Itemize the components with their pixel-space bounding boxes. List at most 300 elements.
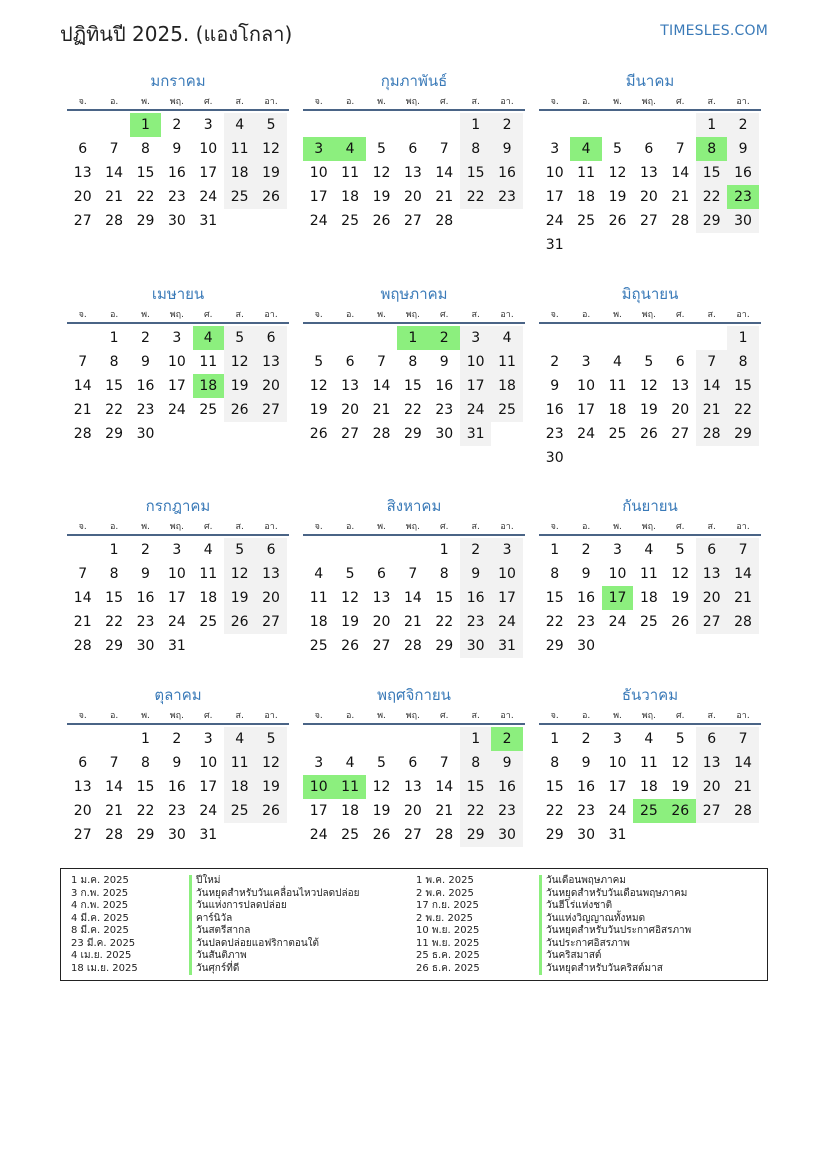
day-cell: 18 [491, 374, 522, 398]
weekday-label: ศ. [203, 521, 213, 532]
day-cell: 22 [136, 189, 155, 205]
day-cell: 14 [105, 779, 123, 795]
day-cell: 24 [545, 213, 564, 229]
week-row [67, 209, 289, 233]
day-cell: 15 [435, 590, 454, 606]
week-row [303, 823, 525, 847]
day-cell: 31 [167, 638, 186, 654]
day-cell: 25 [341, 213, 359, 229]
day-cell: 12 [372, 165, 391, 181]
day-cell: 22 [105, 614, 123, 630]
holiday-dates-left [71, 875, 138, 975]
day-cell: 25 [199, 402, 218, 418]
day-cell: 5 [224, 326, 255, 350]
empty-day-cell [696, 326, 727, 350]
day-cell: 28 [435, 827, 454, 843]
empty-day-cell [696, 446, 727, 470]
month-name: กุมภาพันธ์ [380, 72, 448, 90]
day-cell: 11 [199, 566, 218, 582]
day-cell: 20 [696, 586, 727, 610]
day-cell: 13 [341, 378, 359, 394]
empty-day-cell [67, 538, 98, 562]
day-cell: 12 [671, 566, 690, 582]
weekday-label: จ. [78, 309, 87, 320]
weekday-label: ศ. [439, 309, 449, 320]
weekday-label: จ. [314, 521, 323, 532]
weekday-label: ศ. [675, 710, 685, 721]
weekday-label: ส. [471, 521, 480, 532]
day-cell: 28 [73, 426, 92, 442]
day-cell: 13 [639, 165, 658, 181]
day-cell: 26 [309, 426, 328, 442]
day-cell: 1 [141, 731, 150, 747]
empty-day-cell [696, 634, 727, 658]
day-cell: 21 [73, 614, 92, 630]
empty-day-cell [224, 209, 255, 233]
day-cell: 5 [377, 755, 386, 771]
day-cell: 28 [403, 638, 422, 654]
weekday-label: พฤ. [169, 710, 184, 721]
day-cell: 15 [460, 161, 491, 185]
day-cell: 26 [255, 185, 286, 209]
day-cell: 14 [727, 562, 758, 586]
day-cell: 17 [167, 378, 186, 394]
day-cell: 15 [727, 374, 758, 398]
weekday-label: พ. [141, 96, 150, 107]
holiday-date: 3 ก.พ. 2025 [71, 887, 129, 899]
holiday-day-cell: 8 [696, 137, 727, 161]
day-cell: 26 [341, 638, 359, 654]
day-cell: 6 [696, 727, 727, 751]
day-cell: 17 [309, 803, 328, 819]
day-cell: 9 [141, 566, 150, 582]
day-cell: 9 [727, 137, 758, 161]
day-cell: 6 [696, 538, 727, 562]
holiday-date: 10 พ.ย. 2025 [416, 925, 480, 936]
week-row [67, 634, 289, 658]
day-cell: 18 [341, 803, 359, 819]
day-cell: 26 [255, 799, 286, 823]
day-cell: 27 [372, 638, 391, 654]
day-cell: 21 [727, 586, 758, 610]
day-cell: 19 [639, 402, 658, 418]
day-cell: 13 [696, 751, 727, 775]
weekday-label: ส. [235, 309, 244, 320]
day-cell: 14 [73, 378, 92, 394]
day-cell: 28 [671, 213, 690, 229]
weekday-label: พ. [377, 309, 386, 320]
day-cell: 13 [73, 165, 92, 181]
weekday-label: พฤ. [169, 96, 184, 107]
month-calendar [303, 495, 525, 658]
day-cell: 20 [639, 189, 658, 205]
day-cell: 14 [372, 378, 391, 394]
day-cell: 11 [341, 165, 359, 181]
weekday-label: อา. [264, 521, 278, 532]
day-cell: 23 [167, 189, 186, 205]
holiday-day-cell: 25 [633, 799, 664, 823]
week-row [67, 350, 289, 374]
day-cell: 11 [309, 590, 328, 606]
day-cell: 9 [491, 751, 522, 775]
weekday-label: ส. [471, 309, 480, 320]
week-row [67, 610, 289, 634]
day-cell: 17 [460, 374, 491, 398]
day-cell: 29 [545, 827, 564, 843]
day-cell: 19 [341, 614, 359, 630]
empty-day-cell [665, 446, 696, 470]
day-cell: 4 [224, 113, 255, 137]
week-row [303, 161, 525, 185]
weekday-label: อ. [581, 96, 591, 107]
day-cell: 25 [639, 614, 658, 630]
weekday-label: อา. [264, 96, 278, 107]
day-cell: 24 [167, 402, 186, 418]
day-cell: 19 [671, 779, 690, 795]
weekday-label: ส. [471, 96, 480, 107]
day-cell: 2 [491, 113, 522, 137]
holiday-dates-right [416, 875, 480, 975]
holiday-date: 4 มี.ค. 2025 [71, 912, 129, 924]
day-cell: 15 [136, 165, 155, 181]
day-cell: 12 [255, 137, 286, 161]
day-cell: 20 [73, 803, 92, 819]
day-cell: 10 [199, 141, 218, 157]
day-cell: 3 [314, 755, 324, 771]
month-name: ตุลาคม [154, 686, 202, 704]
month-calendar [303, 684, 525, 847]
week-row [67, 775, 289, 799]
holiday-name: วันหยุดสําหรับวันประกาศอิสรภาพ [539, 925, 691, 938]
empty-day-cell [193, 422, 224, 446]
day-cell: 26 [372, 827, 391, 843]
day-cell: 3 [581, 354, 591, 370]
holiday-day-cell: 3 [303, 137, 334, 161]
day-cell: 12 [608, 165, 627, 181]
weekday-label: อา. [500, 309, 514, 320]
day-cell: 3 [172, 542, 182, 558]
week-row [67, 185, 289, 209]
weekday-label: ศ. [675, 521, 685, 532]
week-row [303, 209, 525, 233]
day-cell: 5 [377, 141, 386, 157]
empty-day-cell [665, 634, 696, 658]
weekday-label: ศ. [203, 96, 213, 107]
week-row [67, 727, 289, 751]
weekday-label: พ. [141, 309, 150, 320]
week-row [539, 233, 761, 257]
week-row [67, 823, 289, 847]
day-cell: 17 [199, 779, 218, 795]
empty-day-cell [570, 326, 601, 350]
weekday-label: จ. [78, 521, 87, 532]
day-cell: 2 [727, 113, 758, 137]
weekday-label: ศ. [675, 96, 685, 107]
weekday-label: พ. [613, 96, 622, 107]
day-cell: 24 [608, 803, 627, 819]
day-cell: 9 [581, 755, 591, 771]
week-row [539, 374, 761, 398]
weekday-label: พ. [377, 710, 386, 721]
day-cell: 5 [345, 566, 355, 582]
empty-day-cell [633, 446, 664, 470]
weekday-label: อา. [264, 710, 278, 721]
day-cell: 19 [671, 590, 690, 606]
day-cell: 12 [341, 590, 359, 606]
day-cell: 25 [309, 638, 328, 654]
empty-day-cell [67, 326, 98, 350]
empty-day-cell [665, 823, 696, 847]
empty-day-cell [224, 634, 255, 658]
month-calendar [67, 684, 289, 847]
holiday-date: 11 พ.ย. 2025 [416, 937, 480, 949]
day-cell: 4 [345, 755, 355, 771]
month-name: กันยายน [622, 497, 678, 515]
holiday-date: 26 ธ.ค. 2025 [416, 962, 480, 974]
day-cell: 3 [203, 117, 213, 133]
day-cell: 29 [105, 426, 123, 442]
empty-day-cell [491, 209, 522, 233]
month-name: สิงหาคม [386, 497, 442, 515]
day-cell: 21 [105, 189, 123, 205]
day-cell: 31 [199, 213, 218, 229]
day-cell: 3 [460, 326, 491, 350]
empty-day-cell [665, 113, 696, 137]
week-row [539, 350, 761, 374]
day-cell: 8 [141, 755, 150, 771]
empty-day-cell [366, 538, 397, 562]
holiday-name: วันหยุดสําหรับวันเดือนพฤษภาคม [539, 888, 691, 901]
weekday-header [303, 305, 525, 324]
empty-day-cell [602, 233, 633, 257]
day-cell: 16 [491, 775, 522, 799]
weekday-label: พฤ. [169, 309, 184, 320]
empty-day-cell [727, 823, 758, 847]
weekday-label: ส. [707, 710, 716, 721]
month-calendar [67, 495, 289, 658]
empty-day-cell [366, 727, 397, 751]
day-cell: 28 [105, 213, 123, 229]
empty-day-cell [696, 823, 727, 847]
day-cell: 22 [435, 614, 454, 630]
week-row [539, 775, 761, 799]
day-cell: 11 [199, 354, 218, 370]
day-cell: 25 [491, 398, 522, 422]
day-cell: 12 [671, 755, 690, 771]
day-cell: 23 [136, 614, 155, 630]
day-cell: 18 [309, 614, 328, 630]
day-cell: 30 [577, 638, 595, 654]
day-cell: 17 [309, 189, 328, 205]
day-cell: 22 [136, 803, 155, 819]
weekday-label: จ. [314, 710, 323, 721]
holiday-name: วันสันติภาพ [189, 950, 360, 963]
day-cell: 1 [109, 330, 119, 346]
week-row [303, 727, 525, 751]
month-calendar [67, 283, 289, 446]
day-cell: 2 [550, 354, 560, 370]
day-cell: 6 [377, 566, 386, 582]
day-cell: 27 [403, 213, 422, 229]
holiday-name: วันเดือนพฤษภาคม [539, 875, 691, 888]
holiday-date: 17 ก.ย. 2025 [416, 900, 479, 911]
month-calendar [539, 495, 761, 658]
day-cell: 29 [136, 827, 155, 843]
day-cell: 6 [644, 141, 654, 157]
day-cell: 10 [199, 755, 218, 771]
day-cell: 30 [136, 426, 155, 442]
day-cell: 25 [224, 185, 255, 209]
day-cell: 26 [224, 610, 255, 634]
empty-day-cell [397, 113, 428, 137]
day-cell: 11 [608, 378, 627, 394]
week-row [303, 185, 525, 209]
day-cell: 21 [372, 402, 391, 418]
holiday-day-cell: 1 [397, 326, 428, 350]
site-brand-link[interactable]: TIMESLES.COM [660, 23, 768, 39]
weekday-label: อ. [345, 710, 355, 721]
week-row [303, 398, 525, 422]
day-cell: 11 [639, 755, 658, 771]
weekday-label: อ. [345, 309, 355, 320]
day-cell: 18 [639, 779, 658, 795]
week-row [67, 398, 289, 422]
day-cell: 30 [545, 450, 564, 466]
day-cell: 14 [435, 779, 454, 795]
week-row [67, 562, 289, 586]
day-cell: 23 [460, 610, 491, 634]
day-cell: 31 [491, 634, 522, 658]
day-cell: 24 [460, 398, 491, 422]
empty-day-cell [696, 233, 727, 257]
day-cell: 13 [73, 779, 92, 795]
empty-day-cell [539, 326, 570, 350]
weekday-header [539, 92, 761, 111]
day-cell: 27 [73, 213, 92, 229]
day-cell: 8 [727, 350, 758, 374]
weekday-label: อ. [581, 309, 591, 320]
day-cell: 10 [608, 755, 627, 771]
week-row [303, 775, 525, 799]
day-cell: 24 [199, 803, 218, 819]
week-row [67, 751, 289, 775]
weekday-header [67, 517, 289, 536]
holiday-day-cell: 4 [334, 137, 365, 161]
weekday-label: ส. [707, 521, 716, 532]
empty-day-cell [334, 113, 365, 137]
week-row [539, 586, 761, 610]
day-cell: 19 [224, 374, 255, 398]
day-cell: 5 [314, 354, 324, 370]
holiday-date: 4 เม.ย. 2025 [71, 950, 132, 961]
day-cell: 5 [675, 731, 685, 747]
week-row [303, 137, 525, 161]
week-row [303, 538, 525, 562]
day-cell: 14 [403, 590, 422, 606]
day-cell: 10 [309, 165, 328, 181]
weekday-label: จ. [550, 96, 559, 107]
week-row [67, 161, 289, 185]
day-cell: 26 [671, 614, 690, 630]
day-cell: 10 [167, 566, 186, 582]
day-cell: 27 [73, 827, 92, 843]
day-cell: 8 [550, 755, 560, 771]
day-cell: 13 [671, 378, 690, 394]
empty-day-cell [727, 634, 758, 658]
weekday-label: ส. [235, 710, 244, 721]
weekday-label: ศ. [203, 309, 213, 320]
day-cell: 31 [545, 237, 564, 253]
week-row [539, 634, 761, 658]
day-cell: 13 [403, 779, 422, 795]
empty-day-cell [334, 326, 365, 350]
empty-day-cell [255, 422, 286, 446]
day-cell: 18 [199, 590, 218, 606]
weekday-header [539, 706, 761, 725]
day-cell: 21 [403, 614, 422, 630]
day-cell: 2 [141, 330, 150, 346]
weekday-label: จ. [78, 96, 87, 107]
day-cell: 18 [224, 161, 255, 185]
empty-day-cell [303, 538, 334, 562]
empty-day-cell [255, 823, 286, 847]
day-cell: 17 [491, 586, 522, 610]
day-cell: 3 [550, 141, 560, 157]
holiday-date: 1 ม.ค. 2025 [71, 875, 129, 886]
weekday-label: อ. [345, 521, 355, 532]
day-cell: 13 [403, 165, 422, 181]
day-cell: 26 [224, 398, 255, 422]
weekday-label: ส. [707, 96, 716, 107]
weekday-label: อา. [736, 710, 750, 721]
weekday-label: ศ. [439, 96, 449, 107]
weekday-label: อา. [500, 96, 514, 107]
week-row [539, 398, 761, 422]
week-row [539, 209, 761, 233]
holiday-date: 2 พ.ย. 2025 [416, 912, 473, 924]
day-cell: 25 [608, 426, 627, 442]
weekday-label: อ. [109, 309, 119, 320]
day-cell: 30 [491, 823, 522, 847]
week-row [303, 422, 525, 446]
day-cell: 12 [224, 562, 255, 586]
week-row [539, 610, 761, 634]
day-cell: 30 [460, 634, 491, 658]
month-name: ธันวาคม [621, 686, 679, 704]
weekday-label: อา. [500, 521, 514, 532]
day-cell: 28 [435, 213, 454, 229]
weekday-header [303, 706, 525, 725]
day-cell: 19 [372, 803, 391, 819]
day-cell: 31 [460, 422, 491, 446]
day-cell: 25 [199, 614, 218, 630]
empty-day-cell [98, 113, 129, 137]
day-cell: 20 [372, 614, 391, 630]
day-cell: 27 [255, 398, 286, 422]
day-cell: 27 [671, 426, 690, 442]
week-row [539, 538, 761, 562]
day-cell: 19 [224, 586, 255, 610]
day-cell: 26 [639, 426, 658, 442]
holiday-name: วันสตรีสากล [189, 925, 360, 938]
holiday-day-cell: 2 [491, 727, 522, 751]
empty-day-cell [602, 446, 633, 470]
day-cell: 27 [341, 426, 359, 442]
empty-day-cell [366, 326, 397, 350]
day-cell: 6 [408, 141, 418, 157]
week-row [67, 326, 289, 350]
day-cell: 15 [696, 161, 727, 185]
